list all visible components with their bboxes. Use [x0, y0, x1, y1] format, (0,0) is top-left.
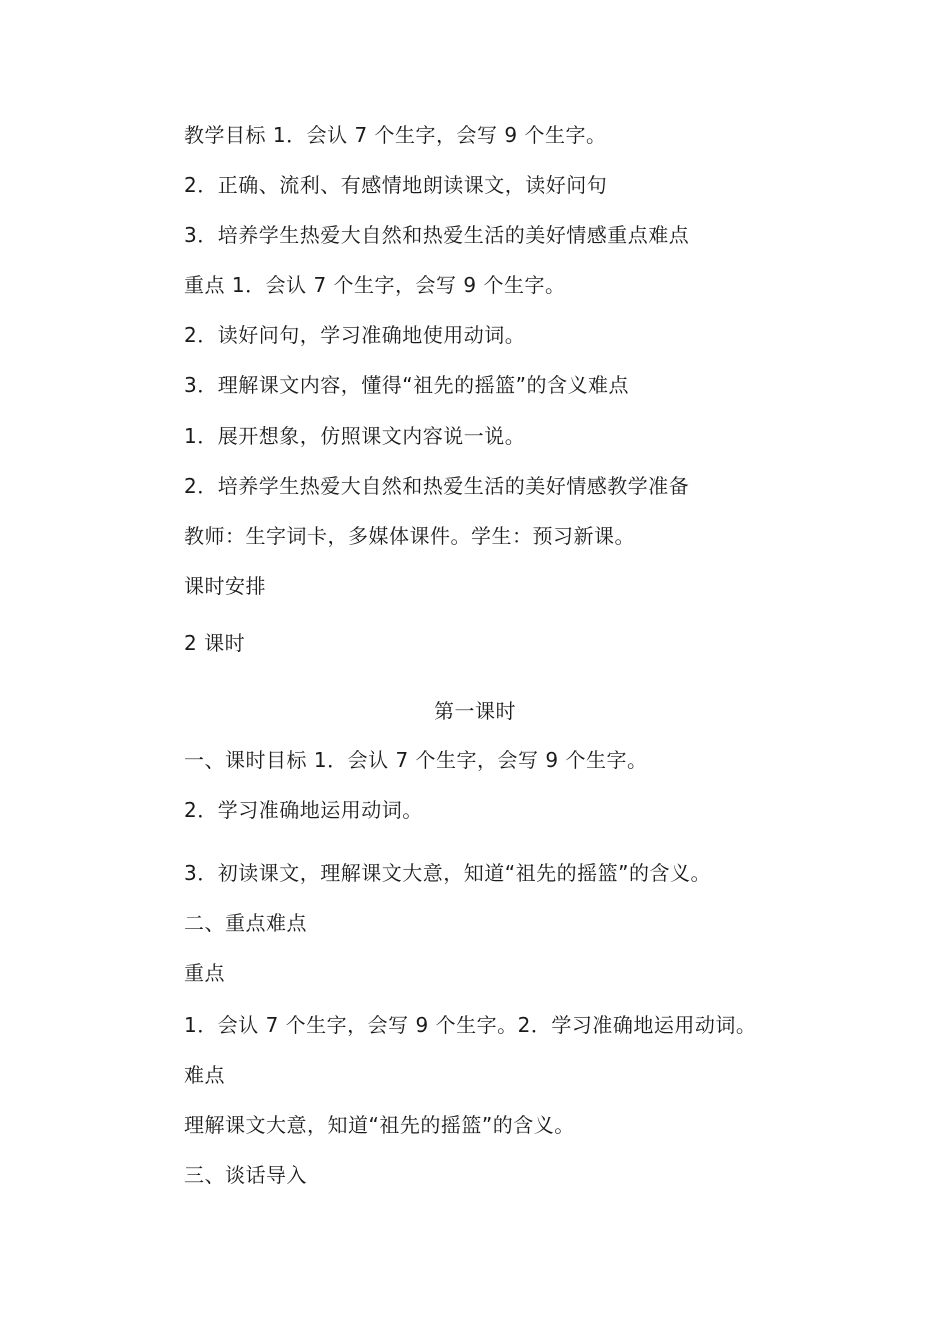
- teaching-goals-line: 教学目标 1．会认 7 个生字，会写 9 个生字。: [184, 123, 607, 147]
- key-point-item-3: 3．理解课文内容，懂得“祖先的摇篮”的含义难点: [184, 373, 629, 397]
- goal-item-2: 2．正确、流利、有感情地朗读课文，读好问句: [184, 173, 608, 197]
- key-point-item-2: 2．读好问句，学习准确地使用动词。: [184, 323, 526, 347]
- key-heading: 重点: [184, 961, 225, 985]
- lesson-goals-line: 一、课时目标 1．会认 7 个生字，会写 9 个生字。: [184, 748, 648, 772]
- key-points-line: 重点 1．会认 7 个生字，会写 9 个生字。: [184, 273, 566, 297]
- section-two-heading: 二、重点难点: [184, 911, 307, 935]
- section-three-heading: 三、谈话导入: [184, 1163, 307, 1187]
- difficulty-item-1: 1．展开想象，仿照课文内容说一说。: [184, 424, 526, 448]
- lesson-goal-item-3: 3．初读课文，理解课文大意，知道“祖先的摇篮”的含义。: [184, 861, 711, 885]
- difficulty-item-2: 2．培养学生热爱大自然和热爱生活的美好情感教学准备: [184, 474, 690, 498]
- difficulty-heading: 难点: [184, 1063, 225, 1087]
- difficulty-text: 理解课文大意，知道“祖先的摇篮”的含义。: [184, 1113, 575, 1137]
- preparation-line: 教师：生字词卡，多媒体课件。学生：预习新课。: [184, 524, 635, 548]
- lesson-goal-item-2: 2．学习准确地运用动词。: [184, 798, 423, 822]
- goal-item-3: 3．培养学生热爱大自然和热爱生活的美好情感重点难点: [184, 223, 690, 247]
- schedule-heading: 课时安排: [184, 574, 266, 598]
- lesson-one-title: 第一课时: [434, 699, 516, 723]
- key-items-line: 1．会认 7 个生字，会写 9 个生字。2．学习准确地运用动词。: [184, 1013, 757, 1037]
- schedule-value: 2 课时: [184, 631, 246, 655]
